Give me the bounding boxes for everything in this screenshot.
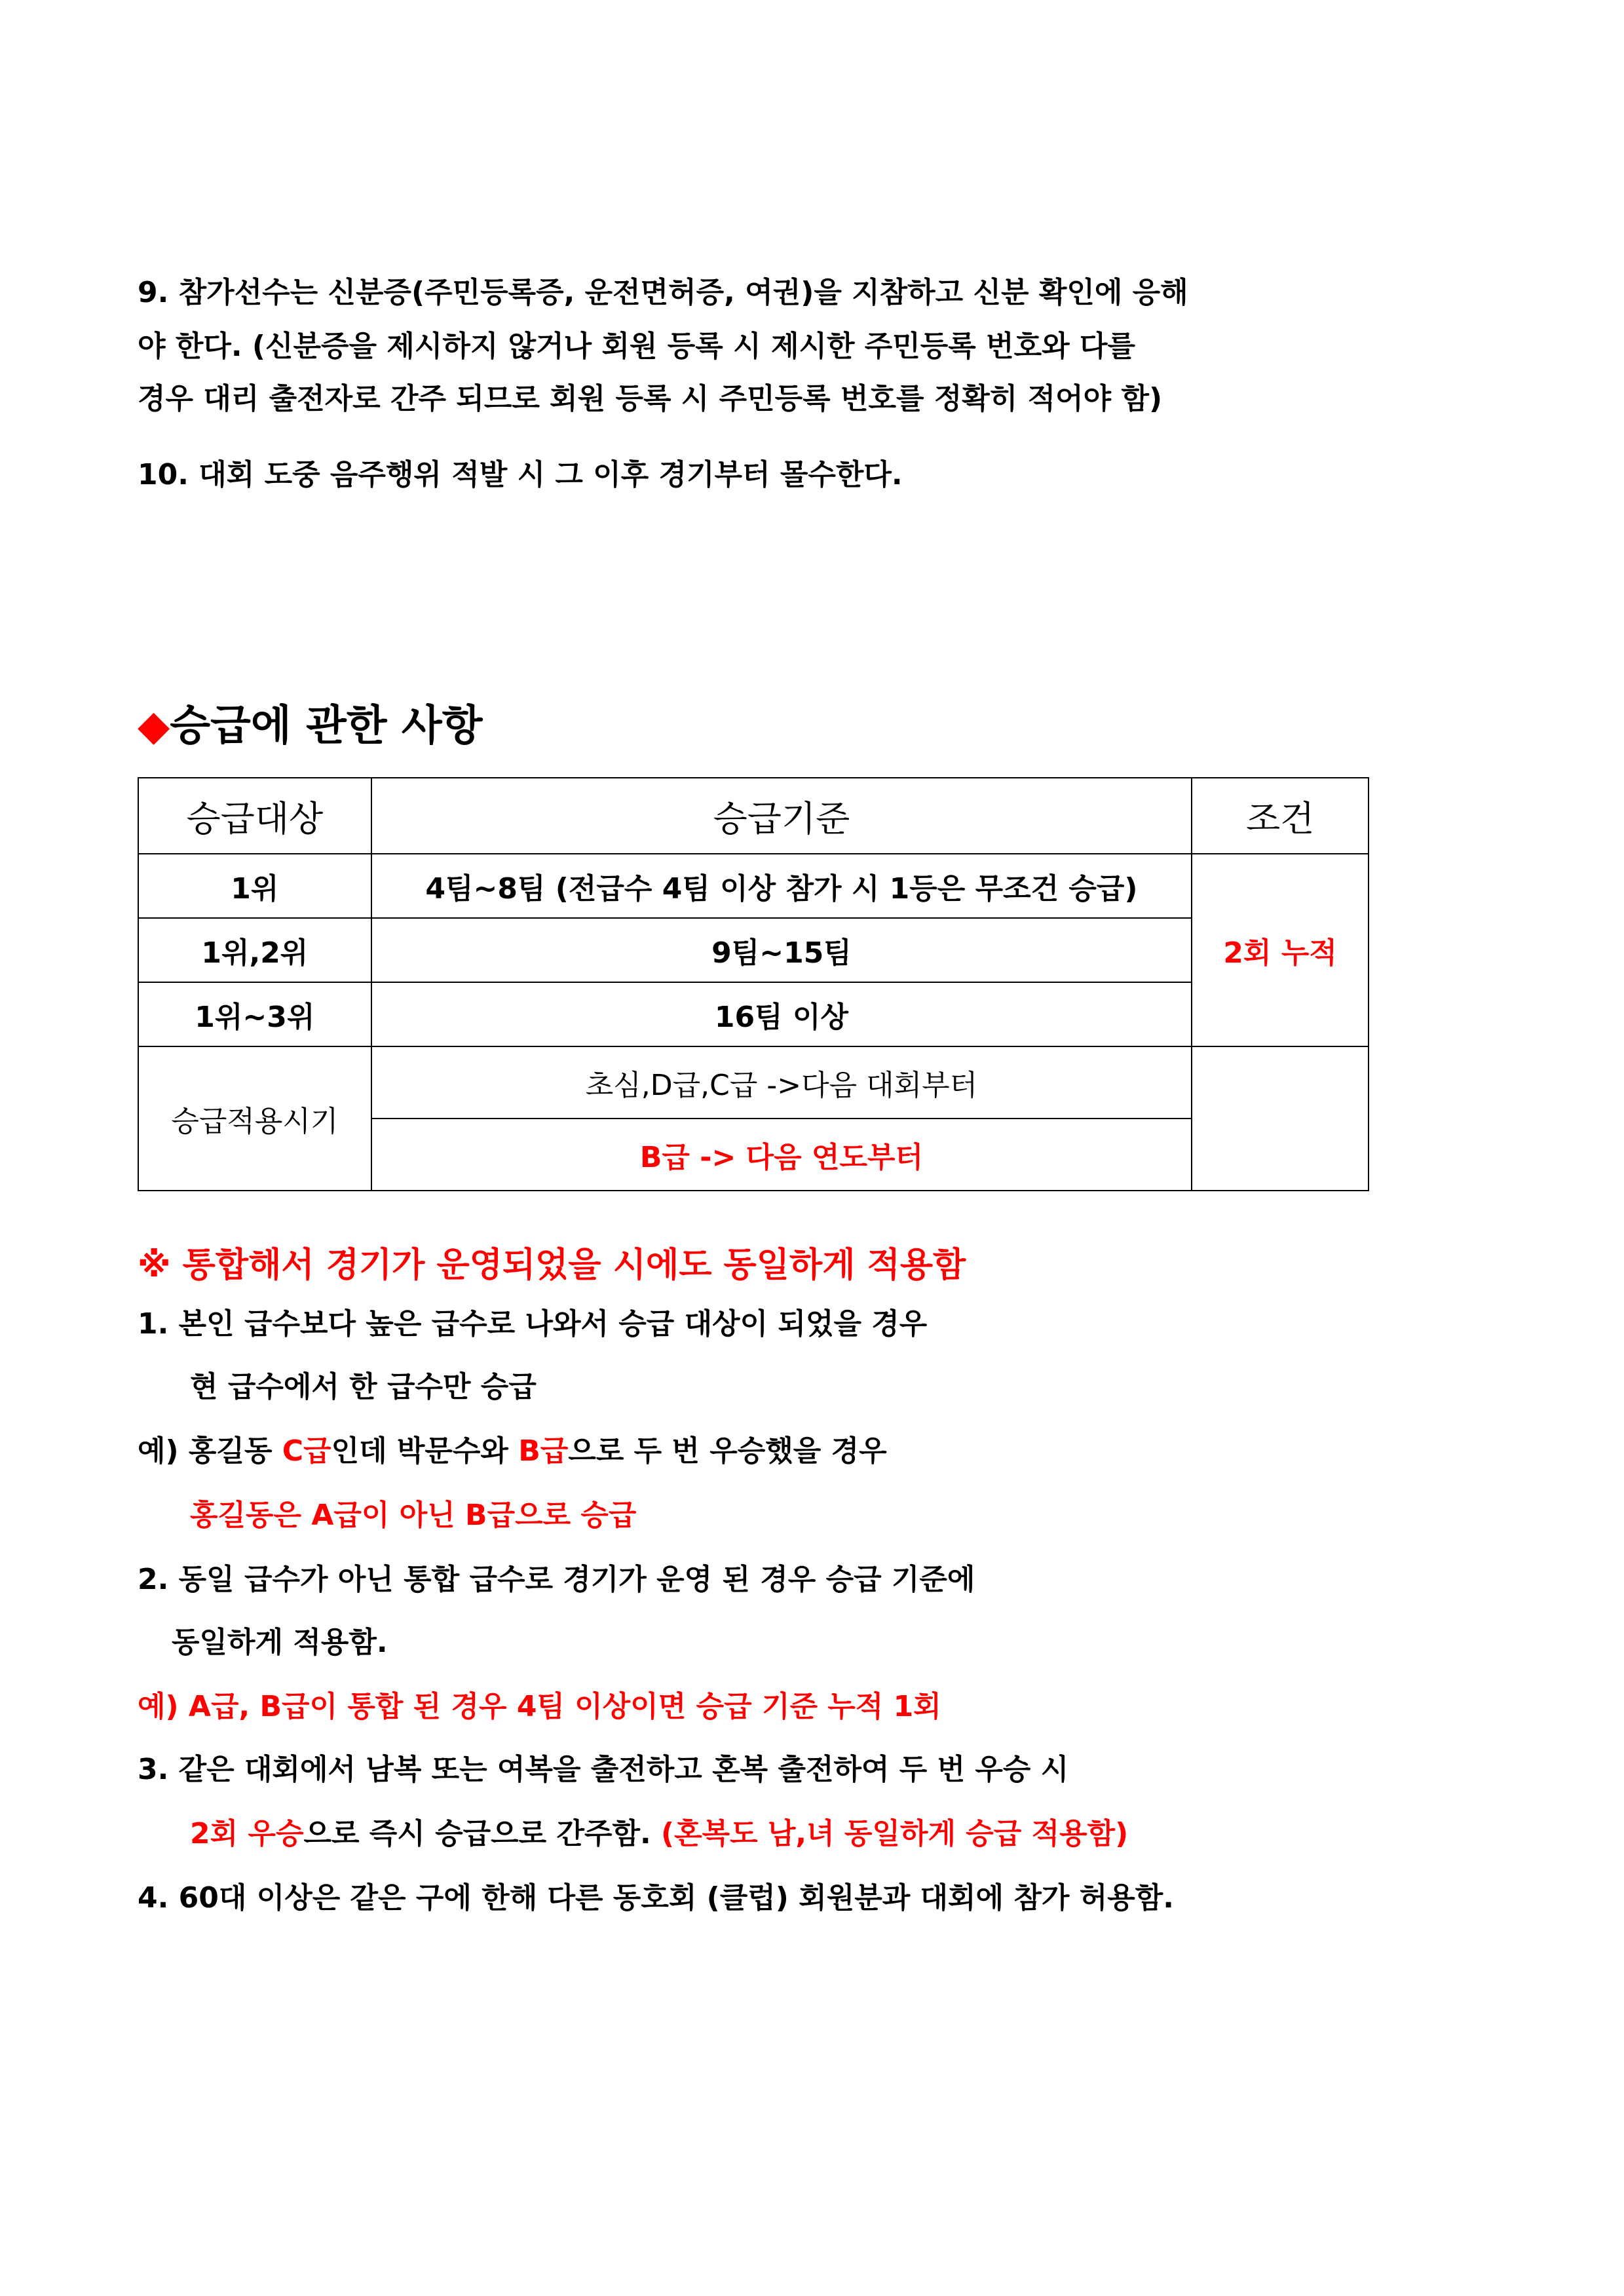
note-3-text: 으로 즉시 승급으로 간주함. [303, 1817, 661, 1850]
note-3-highlight: 2회 우승 [190, 1817, 304, 1850]
row-target: 1위,2위 [138, 918, 371, 982]
empty-cell [1192, 1046, 1369, 1191]
timing-row-1: 초심,D급,C급 ->다음 대회부터 [371, 1046, 1192, 1119]
note-2-line-1: 2. 동일 급수가 아닌 통합 급수로 경기가 운영 된 경우 승급 기준에 [138, 1563, 975, 1596]
table-header-row [138, 778, 1369, 854]
rule-10: 10. 대회 도중 음주행위 적발 시 그 이후 경기부터 몰수한다. [138, 458, 903, 491]
row-criteria: 16팀 이상 [371, 982, 1192, 1046]
example-1-mid: 인데 박문수와 [331, 1434, 519, 1468]
section-heading [138, 692, 483, 752]
header-target: 승급대상 [138, 778, 371, 854]
example-1-suffix: 으로 두 번 우승했을 경우 [568, 1434, 887, 1468]
promotion-table [138, 777, 1369, 1191]
note-main: ※ 통합해서 경기가 운영되었을 시에도 동일하게 적용함 [138, 1246, 966, 1285]
timing-row-2: B급 -> 다음 연도부터 [371, 1119, 1192, 1191]
note-3-line-2 [190, 1810, 1128, 1852]
section-title: 승급에 관한 사항 [170, 702, 483, 750]
row-criteria: 9팀~15팀 [371, 918, 1192, 982]
note-2-line-2: 동일하게 적용함. [172, 1626, 388, 1659]
header-condition: 조건 [1192, 778, 1369, 854]
row-target: 1위 [138, 854, 371, 918]
row-criteria: 4팀~8팀 (전급수 4팀 이상 참가 시 1등은 무조건 승급) [371, 854, 1192, 918]
table-row [138, 1046, 1369, 1119]
row-target: 1위~3위 [138, 982, 371, 1046]
table-row [138, 854, 1369, 918]
table-row [138, 918, 1369, 982]
table-row [138, 982, 1369, 1046]
example-2: 예) A급, B급이 통합 된 경우 4팀 이상이면 승급 기준 누적 1회 [138, 1690, 941, 1723]
example-1-grade-c: C급 [282, 1434, 331, 1468]
example-1-prefix: 예) 홍길동 [138, 1434, 282, 1468]
header-criteria: 승급기준 [371, 778, 1192, 854]
rule-9-line-3: 경우 대리 출전자로 간주 되므로 회원 등록 시 주민등록 번호를 정확히 적어야 함) [138, 382, 1163, 415]
note-3-line-1: 3. 같은 대회에서 남복 또는 여복을 출전하고 혼복 출전하여 두 번 우승 시 [138, 1753, 1069, 1786]
rule-9-line-2: 야 한다. (신분증을 제시하지 않거나 회원 등록 시 제시한 주민등록 번호와 다를 [138, 330, 1135, 363]
note-3-paren: (혼복도 남,녀 동일하게 승급 적용함) [660, 1817, 1129, 1850]
example-1-line-1 [138, 1427, 887, 1469]
timing-label: 승급적용시기 [138, 1046, 371, 1191]
rule-9-line-1: 9. 참가선수는 신분증(주민등록증, 운전면허증, 여권)을 지참하고 신분 확인에 응해 [138, 276, 1188, 309]
note-4: 4. 60대 이상은 같은 구에 한해 다른 동호회 (클럽) 회원분과 대회에 참가 허용함. [138, 1881, 1174, 1915]
condition-cell: 2회 누적 [1192, 854, 1369, 1046]
note-1-line-2: 현 급수에서 한 급수만 승급 [190, 1370, 537, 1404]
diamond-icon: ◆ [138, 702, 170, 750]
note-1-line-1: 1. 본인 급수보다 높은 급수로 나와서 승급 대상이 되었을 경우 [138, 1307, 928, 1341]
example-1-grade-b: B급 [518, 1434, 569, 1468]
example-1-line-2: 홍길동은 A급이 아닌 B급으로 승급 [190, 1499, 637, 1532]
